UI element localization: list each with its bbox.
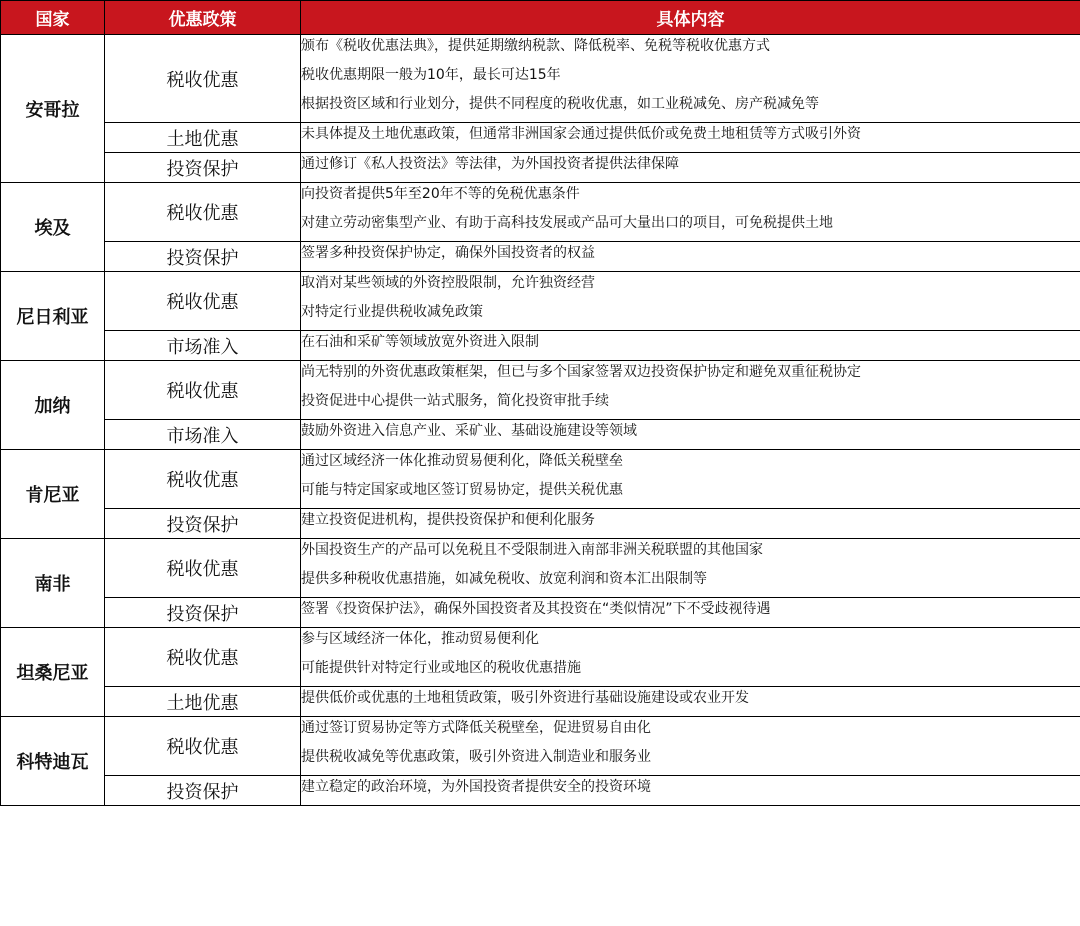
content-line: 颁布《税收优惠法典》，提供延期缴纳税款、降低税率、免税等税收优惠方式 (301, 38, 770, 54)
content-line: 未具体提及土地优惠政策，但通常非洲国家会通过提供低价或免费土地租赁等方式吸引外资 (301, 126, 861, 142)
content-cell (301, 123, 1080, 153)
country-cell: 埃及 (1, 183, 105, 272)
content-line: 税收优惠期限一般为10年，最长可达15年 (301, 67, 561, 83)
content-cell (301, 420, 1080, 450)
content-line: 通过修订《私人投资法》等法律，为外国投资者提供法律保障 (301, 156, 679, 172)
policy-type-cell: 税收优惠 (105, 717, 301, 776)
table-row (1, 420, 1080, 450)
table-row (1, 687, 1080, 717)
content-cell (301, 153, 1080, 183)
content-cell (301, 361, 1080, 420)
content-cell (301, 539, 1080, 598)
table-row (1, 242, 1080, 272)
policy-type-cell: 投资保护 (105, 598, 301, 628)
content-cell (301, 717, 1080, 776)
content-line: 建立稳定的政治环境，为外国投资者提供安全的投资环境 (301, 779, 651, 795)
policy-type-cell: 投资保护 (105, 153, 301, 183)
table-row (1, 123, 1080, 153)
content-line: 对特定行业提供税收减免政策 (301, 304, 483, 320)
country-cell: 南非 (1, 539, 105, 628)
content-line: 参与区域经济一体化，推动贸易便利化 (301, 631, 539, 647)
content-cell (301, 272, 1080, 331)
content-line: 投资促进中心提供一站式服务，简化投资审批手续 (301, 393, 609, 409)
content-cell (301, 509, 1080, 539)
table-row (1, 628, 1080, 687)
country-cell: 科特迪瓦 (1, 717, 105, 806)
policy-type-cell: 土地优惠 (105, 687, 301, 717)
policy-type-cell: 税收优惠 (105, 539, 301, 598)
policy-type-cell: 税收优惠 (105, 35, 301, 123)
content-line: 可能与特定国家或地区签订贸易协定，提供关税优惠 (301, 482, 623, 498)
content-line: 建立投资促进机构，提供投资保护和便利化服务 (301, 512, 595, 528)
table-row (1, 598, 1080, 628)
country-cell: 尼日利亚 (1, 272, 105, 361)
header-row (1, 1, 1080, 35)
content-line: 在石油和采矿等领域放宽外资进入限制 (301, 334, 539, 350)
content-line: 取消对某些领域的外资控股限制，允许独资经营 (301, 275, 595, 291)
table-row (1, 35, 1080, 123)
content-cell (301, 598, 1080, 628)
content-line: 签署《投资保护法》，确保外国投资者及其投资在“类似情况”下不受歧视待遇 (301, 601, 771, 617)
header-country: 国家 (1, 1, 105, 35)
policy-type-cell: 土地优惠 (105, 123, 301, 153)
policy-type-cell: 投资保护 (105, 509, 301, 539)
content-line: 根据投资区域和行业划分，提供不同程度的税收优惠，如工业税减免、房产税减免等 (301, 96, 819, 112)
policy-type-cell: 税收优惠 (105, 450, 301, 509)
content-line: 签署多种投资保护协定，确保外国投资者的权益 (301, 245, 595, 261)
content-line: 鼓励外资进入信息产业、采矿业、基础设施建设等领域 (301, 423, 637, 439)
table-row (1, 361, 1080, 420)
country-cell: 加纳 (1, 361, 105, 450)
content-cell (301, 450, 1080, 509)
content-line: 提供多种税收优惠措施，如减免税收、放宽利润和资本汇出限制等 (301, 571, 707, 587)
policy-type-cell: 税收优惠 (105, 628, 301, 687)
content-line: 通过签订贸易协定等方式降低关税壁垒，促进贸易自由化 (301, 720, 651, 736)
content-line: 提供税收减免等优惠政策，吸引外资进入制造业和服务业 (301, 749, 651, 765)
content-cell (301, 687, 1080, 717)
content-line: 可能提供针对特定行业或地区的税收优惠措施 (301, 660, 581, 676)
content-cell (301, 628, 1080, 687)
policy-type-cell: 税收优惠 (105, 272, 301, 331)
content-line: 尚无特别的外资优惠政策框架，但已与多个国家签署双边投资保护协定和避免双重征税协定 (301, 364, 861, 380)
policy-type-cell: 投资保护 (105, 776, 301, 806)
table-row (1, 717, 1080, 776)
content-line: 对建立劳动密集型产业、有助于高科技发展或产品可大量出口的项目，可免税提供土地 (301, 215, 833, 231)
header-policy: 优惠政策 (105, 1, 301, 35)
table-row (1, 509, 1080, 539)
content-cell (301, 242, 1080, 272)
table-row (1, 272, 1080, 331)
content-cell (301, 35, 1080, 123)
content-cell (301, 776, 1080, 806)
content-line: 提供低价或优惠的土地租赁政策，吸引外资进行基础设施建设或农业开发 (301, 690, 749, 706)
policy-type-cell: 投资保护 (105, 242, 301, 272)
table-row (1, 450, 1080, 509)
country-cell: 坦桑尼亚 (1, 628, 105, 717)
content-line: 向投资者提供5年至20年不等的免税优惠条件 (301, 186, 580, 202)
content-cell (301, 331, 1080, 361)
content-line: 外国投资生产的产品可以免税且不受限制进入南部非洲关税联盟的其他国家 (301, 542, 763, 558)
policy-type-cell: 市场准入 (105, 420, 301, 450)
country-cell: 安哥拉 (1, 35, 105, 183)
content-line: 通过区域经济一体化推动贸易便利化，降低关税壁垒 (301, 453, 623, 469)
table-body (1, 35, 1080, 806)
policy-type-cell: 市场准入 (105, 331, 301, 361)
table-row (1, 183, 1080, 242)
table-row (1, 539, 1080, 598)
policy-type-cell: 税收优惠 (105, 183, 301, 242)
country-cell: 肯尼亚 (1, 450, 105, 539)
table-row (1, 153, 1080, 183)
table-row (1, 776, 1080, 806)
header-content: 具体内容 (301, 1, 1080, 35)
table-row (1, 331, 1080, 361)
content-cell (301, 183, 1080, 242)
policy-type-cell: 税收优惠 (105, 361, 301, 420)
